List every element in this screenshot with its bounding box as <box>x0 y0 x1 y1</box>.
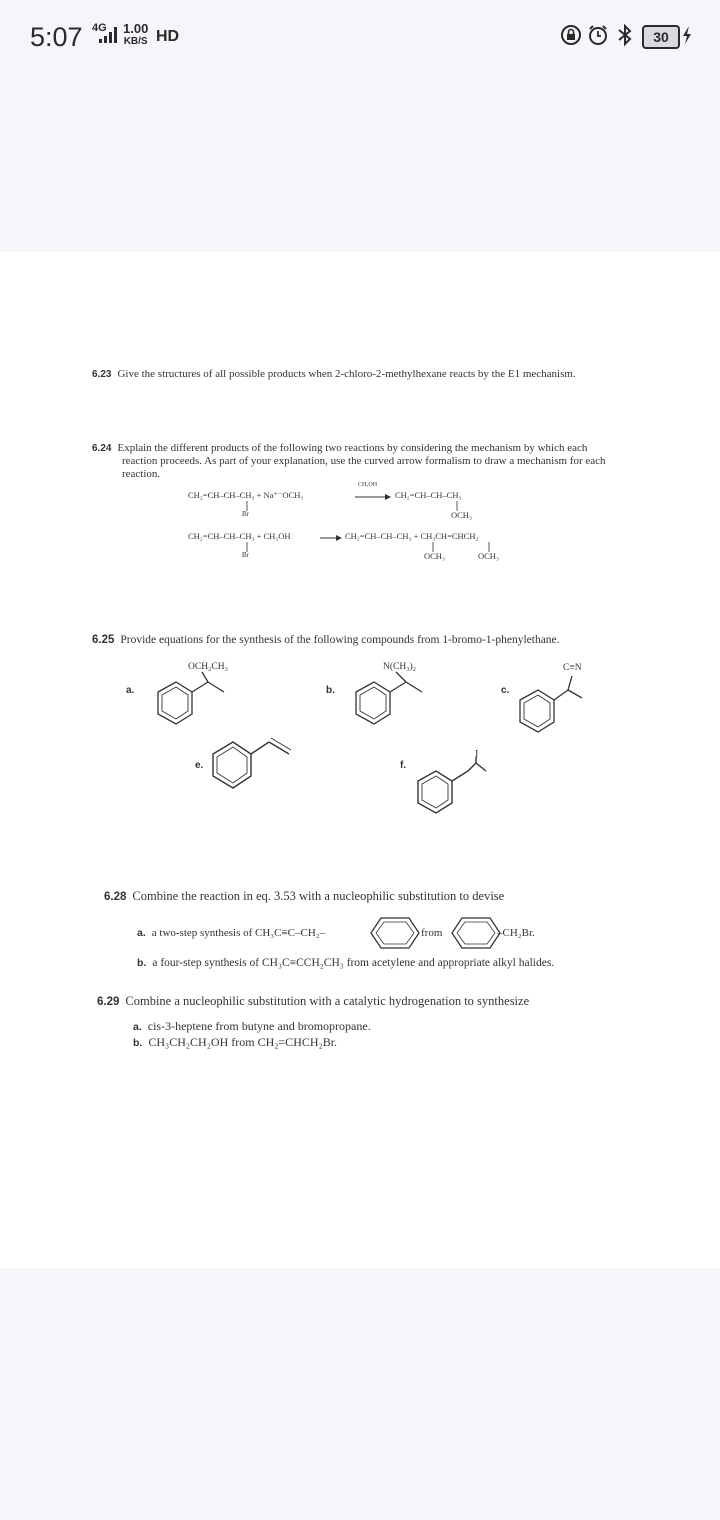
item-label: a. <box>133 1021 142 1033</box>
compound-e-structure <box>205 730 305 800</box>
item-text: cis-3-heptene from butyne and bromopropane. <box>147 1019 371 1033</box>
reaction2-arrow <box>320 535 342 541</box>
problem-number: 6.24 <box>92 443 112 454</box>
item-text: a two-step synthesis of CH₃C≡C–CH₂– <box>151 927 326 939</box>
problem-6-24 <box>92 442 620 481</box>
textbook-page <box>0 252 720 1268</box>
status-bar <box>0 0 720 70</box>
reaction1-substituent-left: Br <box>242 510 249 518</box>
reaction1-condition: CH₃OH <box>358 482 378 488</box>
compound-c-structure <box>512 672 602 742</box>
compound-f-structure <box>410 757 510 827</box>
compound-e-label: e. <box>195 760 204 771</box>
problem-6-25 <box>92 632 632 648</box>
compound-a-label: a. <box>126 685 135 696</box>
problem-number: 6.25 <box>92 634 115 646</box>
problem-6-28 <box>104 888 644 905</box>
speed-value: 1.00 <box>123 21 149 36</box>
network-type: 4G <box>92 22 107 34</box>
problem-6-28-b <box>137 957 554 969</box>
item-label: b. <box>133 1037 143 1049</box>
problem-6-29-a <box>133 1019 371 1034</box>
item-text: CH₃CH₂CH₂OH from CH₂=CHCH₂Br. <box>148 1035 338 1049</box>
compound-a-group: OCH₂CH₃ <box>188 662 228 672</box>
compound-b-structure <box>338 670 428 740</box>
problem-6-23 <box>92 368 632 381</box>
problem-6-29 <box>97 993 637 1010</box>
item-end: –CH₂Br. <box>497 927 535 939</box>
problem-text: Give the structures of all possible products when 2-chloro-2-methylhexane reacts by the E1 mechanism. <box>117 368 576 380</box>
signal-icon <box>98 26 120 44</box>
reaction1-product: CH₂=CH–CH–CH₃ <box>395 490 462 500</box>
speed-unit: KB/S <box>123 36 148 47</box>
compound-f-label: f. <box>400 760 407 771</box>
item-label: b. <box>137 957 147 969</box>
problem-text: Provide equations for the synthesis of the following compounds from 1-bromo-1-phenylethane. <box>120 634 560 646</box>
reaction2-substituent-left: Br <box>242 551 249 559</box>
problem-text: Combine the reaction in eq. 3.53 with a nucleophilic substitution to devise <box>132 889 505 903</box>
compound-f-group: I <box>475 749 479 760</box>
reaction2-substituent-right1: OCH₃ <box>424 551 445 561</box>
from-word: from <box>421 927 443 939</box>
benzene-ring-icon <box>371 916 419 950</box>
compound-b-group: N(CH₃)₂ <box>383 662 417 672</box>
problem-6-28-a <box>137 927 325 939</box>
compound-c-label: c. <box>501 685 510 696</box>
benzene-ring-icon <box>452 916 500 950</box>
problem-number: 6.23 <box>92 369 112 380</box>
compound-b-label: b. <box>326 685 335 696</box>
network-speed <box>123 22 148 48</box>
reaction1-arrow <box>355 494 391 500</box>
hd-badge: HD <box>156 28 180 45</box>
charging-icon <box>681 24 693 46</box>
battery-icon: 30 <box>642 25 680 49</box>
bluetooth-icon <box>614 24 636 46</box>
reaction1-substituent-right: OCH₃ <box>451 510 472 520</box>
problem-text: Combine a nucleophilic substitution with a catalytic hydrogenation to synthesize <box>125 994 530 1008</box>
lock-rotate-icon <box>560 24 582 46</box>
item-label: a. <box>137 927 146 939</box>
problem-6-29-b <box>133 1035 337 1050</box>
problem-number: 6.29 <box>97 996 120 1008</box>
reaction1-reactants: CH₂=CH–CH–CH₃ + Na⁺⁻OCH₃ <box>188 490 304 500</box>
reaction2-substituent-right2: OCH₃ <box>478 551 499 561</box>
item-text: a four-step synthesis of CH₃C≡CCH₂CH₃ from acetylene and appropriate alkyl halides. <box>152 957 555 969</box>
problem-text: Explain the different products of the following two reactions by considering the mechanism by which each reaction proceeds. As part of your explanation, use the curved arrow formalism to draw a mechanism for each reaction. <box>117 442 606 480</box>
reaction2-products: CH₂=CH–CH–CH₃ + CH₃CH=CHCH₂ <box>345 531 479 541</box>
problem-number: 6.28 <box>104 891 127 903</box>
alarm-icon <box>587 24 609 46</box>
compound-c-group: C≡N <box>563 663 582 673</box>
reaction2-reactants: CH₂=CH–CH–CH₃ + CH₃OH <box>188 531 291 541</box>
status-time: 5:07 <box>30 22 83 52</box>
